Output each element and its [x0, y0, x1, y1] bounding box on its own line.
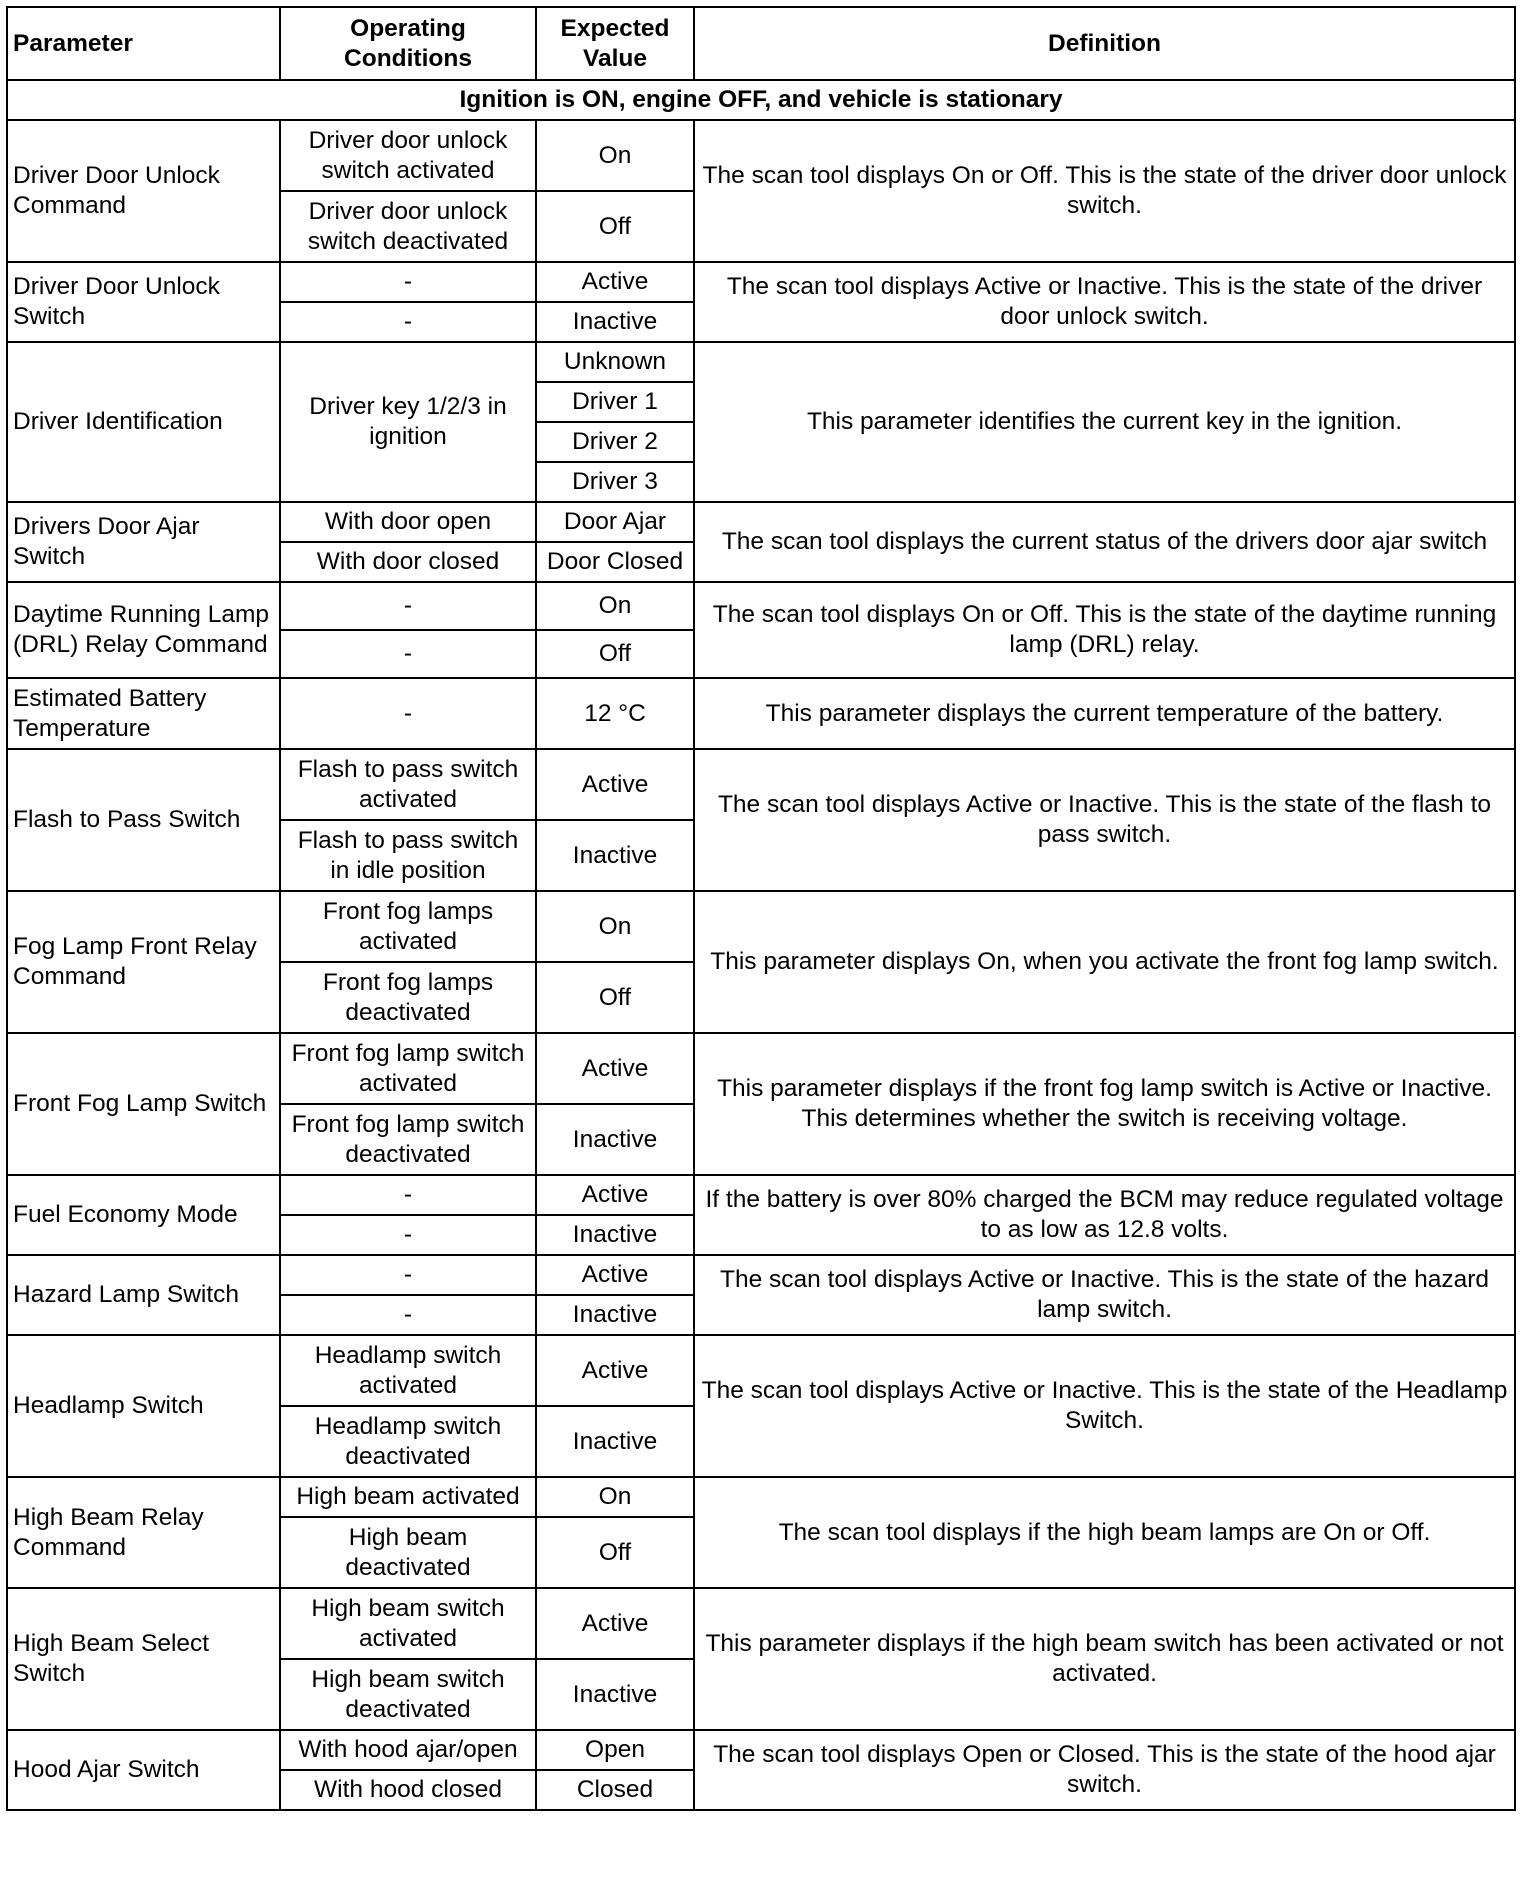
header-row — [7, 7, 1515, 80]
parameter-cell: Daytime Running Lamp (DRL) Relay Command — [7, 582, 280, 678]
parameter-cell: Front Fog Lamp Switch — [7, 1033, 280, 1175]
condition-cell: - — [280, 582, 536, 630]
value-cell: Off — [536, 1517, 694, 1588]
definition-cell: The scan tool displays Open or Closed. This is the state of the hood ajar switch. — [694, 1730, 1515, 1810]
value-cell: Unknown — [536, 342, 694, 382]
definition-cell: The scan tool displays On or Off. This is the state of the driver door unlock switch. — [694, 120, 1515, 262]
value-cell: Inactive — [536, 1215, 694, 1255]
condition-cell: - — [280, 1215, 536, 1255]
header-parameter: Parameter — [7, 7, 280, 80]
table-row — [7, 1255, 1515, 1295]
definition-cell: This parameter displays On, when you activate the front fog lamp switch. — [694, 891, 1515, 1033]
definition-cell: If the battery is over 80% charged the BCM may reduce regulated voltage to as low as 12.8 volts. — [694, 1175, 1515, 1255]
table-row — [7, 120, 1515, 191]
value-cell: Active — [536, 749, 694, 820]
condition-cell: Driver door unlock switch deactivated — [280, 191, 536, 262]
table-row — [7, 1588, 1515, 1659]
condition-cell: Front fog lamps activated — [280, 891, 536, 962]
section-heading: Ignition is ON, engine OFF, and vehicle is stationary — [7, 80, 1515, 120]
condition-cell: - — [280, 678, 536, 749]
value-cell: Off — [536, 630, 694, 678]
definition-cell: The scan tool displays Active or Inactive. This is the state of the driver door unlock switch. — [694, 262, 1515, 342]
value-cell: Active — [536, 1588, 694, 1659]
table-row — [7, 749, 1515, 820]
parameter-cell: Driver Door Unlock Command — [7, 120, 280, 262]
parameter-cell: High Beam Relay Command — [7, 1477, 280, 1588]
condition-cell: High beam switch deactivated — [280, 1659, 536, 1730]
condition-cell: With door open — [280, 502, 536, 542]
condition-cell: With hood ajar/open — [280, 1730, 536, 1770]
table-row — [7, 1730, 1515, 1770]
condition-cell: - — [280, 1175, 536, 1215]
value-cell: Off — [536, 191, 694, 262]
table-row — [7, 1477, 1515, 1517]
header-operating-conditions: Operating Conditions — [280, 7, 536, 80]
value-cell: Open — [536, 1730, 694, 1770]
condition-cell: - — [280, 630, 536, 678]
value-cell: Door Closed — [536, 542, 694, 582]
value-cell: Active — [536, 262, 694, 302]
condition-cell: Front fog lamps deactivated — [280, 962, 536, 1033]
parameter-cell: Fuel Economy Mode — [7, 1175, 280, 1255]
definition-cell: This parameter displays if the front fog lamp switch is Active or Inactive. This determines whether the switch is receiving voltage. — [694, 1033, 1515, 1175]
parameter-cell: Estimated Battery Temperature — [7, 678, 280, 749]
condition-cell: - — [280, 1295, 536, 1335]
value-cell: On — [536, 891, 694, 962]
table-row — [7, 582, 1515, 630]
value-cell: Active — [536, 1255, 694, 1295]
value-cell: 12 °C — [536, 678, 694, 749]
value-cell: Active — [536, 1033, 694, 1104]
condition-cell: High beam deactivated — [280, 1517, 536, 1588]
condition-cell: Front fog lamp switch activated — [280, 1033, 536, 1104]
value-cell: Inactive — [536, 1659, 694, 1730]
definition-cell: This parameter displays if the high beam switch has been activated or not activated. — [694, 1588, 1515, 1730]
parameter-cell: Driver Door Unlock Switch — [7, 262, 280, 342]
condition-cell: - — [280, 262, 536, 302]
value-cell: Inactive — [536, 1406, 694, 1477]
table-row — [7, 1033, 1515, 1104]
condition-cell: With door closed — [280, 542, 536, 582]
condition-cell: Headlamp switch deactivated — [280, 1406, 536, 1477]
condition-cell: - — [280, 302, 536, 342]
condition-cell: Flash to pass switch in idle position — [280, 820, 536, 891]
table-row — [7, 891, 1515, 962]
value-cell: On — [536, 582, 694, 630]
condition-cell: Driver key 1/2/3 in ignition — [280, 342, 536, 502]
condition-cell: - — [280, 1255, 536, 1295]
value-cell: Driver 2 — [536, 422, 694, 462]
value-cell: Closed — [536, 1770, 694, 1810]
definition-cell: This parameter identifies the current key in the ignition. — [694, 342, 1515, 502]
value-cell: Door Ajar — [536, 502, 694, 542]
condition-cell: Headlamp switch activated — [280, 1335, 536, 1406]
parameter-cell: Headlamp Switch — [7, 1335, 280, 1477]
value-cell: Driver 1 — [536, 382, 694, 422]
definition-cell: The scan tool displays the current status of the drivers door ajar switch — [694, 502, 1515, 582]
diagnostic-parameter-table — [6, 6, 1516, 1811]
value-cell: On — [536, 120, 694, 191]
table-row — [7, 262, 1515, 302]
value-cell: Inactive — [536, 1295, 694, 1335]
value-cell: Driver 3 — [536, 462, 694, 502]
table-row — [7, 502, 1515, 542]
condition-cell: With hood closed — [280, 1770, 536, 1810]
table-row — [7, 1175, 1515, 1215]
value-cell: Active — [536, 1335, 694, 1406]
definition-cell: This parameter displays the current temperature of the battery. — [694, 678, 1515, 749]
definition-cell: The scan tool displays Active or Inactive. This is the state of the flash to pass switch. — [694, 749, 1515, 891]
condition-cell: Flash to pass switch activated — [280, 749, 536, 820]
value-cell: Off — [536, 962, 694, 1033]
condition-cell: Front fog lamp switch deactivated — [280, 1104, 536, 1175]
value-cell: Inactive — [536, 820, 694, 891]
parameter-cell: Flash to Pass Switch — [7, 749, 280, 891]
parameter-cell: High Beam Select Switch — [7, 1588, 280, 1730]
condition-cell: Driver door unlock switch activated — [280, 120, 536, 191]
table-row — [7, 678, 1515, 749]
condition-cell: High beam activated — [280, 1477, 536, 1517]
table-row — [7, 342, 1515, 382]
header-expected-value: Expected Value — [536, 7, 694, 80]
parameter-cell: Hood Ajar Switch — [7, 1730, 280, 1810]
definition-cell: The scan tool displays if the high beam lamps are On or Off. — [694, 1477, 1515, 1588]
parameter-cell: Fog Lamp Front Relay Command — [7, 891, 280, 1033]
section-row — [7, 80, 1515, 120]
parameter-cell: Hazard Lamp Switch — [7, 1255, 280, 1335]
definition-cell: The scan tool displays On or Off. This is the state of the daytime running lamp (DRL) relay. — [694, 582, 1515, 678]
value-cell: Inactive — [536, 1104, 694, 1175]
definition-cell: The scan tool displays Active or Inactive. This is the state of the hazard lamp switch. — [694, 1255, 1515, 1335]
value-cell: Active — [536, 1175, 694, 1215]
condition-cell: High beam switch activated — [280, 1588, 536, 1659]
definition-cell: The scan tool displays Active or Inactive. This is the state of the Headlamp Switch. — [694, 1335, 1515, 1477]
parameter-cell: Drivers Door Ajar Switch — [7, 502, 280, 582]
header-definition: Definition — [694, 7, 1515, 80]
value-cell: Inactive — [536, 302, 694, 342]
parameter-cell: Driver Identification — [7, 342, 280, 502]
value-cell: On — [536, 1477, 694, 1517]
table-row — [7, 1335, 1515, 1406]
